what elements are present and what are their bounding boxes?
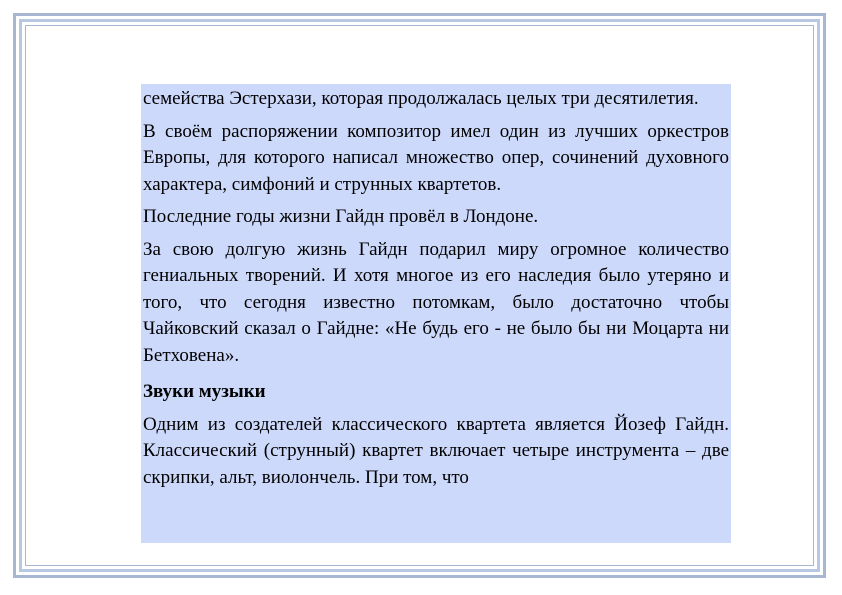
paragraph: семейства Эстерхази, которая продолжалась целых три десятилетия. [143, 88, 699, 109]
paragraph: Одним из создателей классического квартета является Йозеф Гайдн. Классический (струнный) квартет включает четыре инструмента – две скрипки, альт, виолончель. При том, что [143, 413, 729, 488]
paragraph: Последние годы жизни Гайдн провёл в Лондоне. [143, 206, 539, 227]
paragraph: В своём распоряжении композитор имел один из лучших оркестров Европы, для которого написал множество опер, сочинений духовного характера, симфоний и струнных квартетов. [143, 120, 729, 195]
section-heading: Звуки музыки [143, 381, 266, 402]
paragraph: За свою долгую жизнь Гайдн подарил миру огромное количество гениальных творений. И хотя многое из его наследия было утеряно и того, что сегодня известно потомкам, было достаточно чтобы Чайковский сказал о Гайдне: «Не будь его - не было бы ни Моцарта ни Бетховена». [143, 238, 729, 366]
text-block [141, 84, 731, 543]
